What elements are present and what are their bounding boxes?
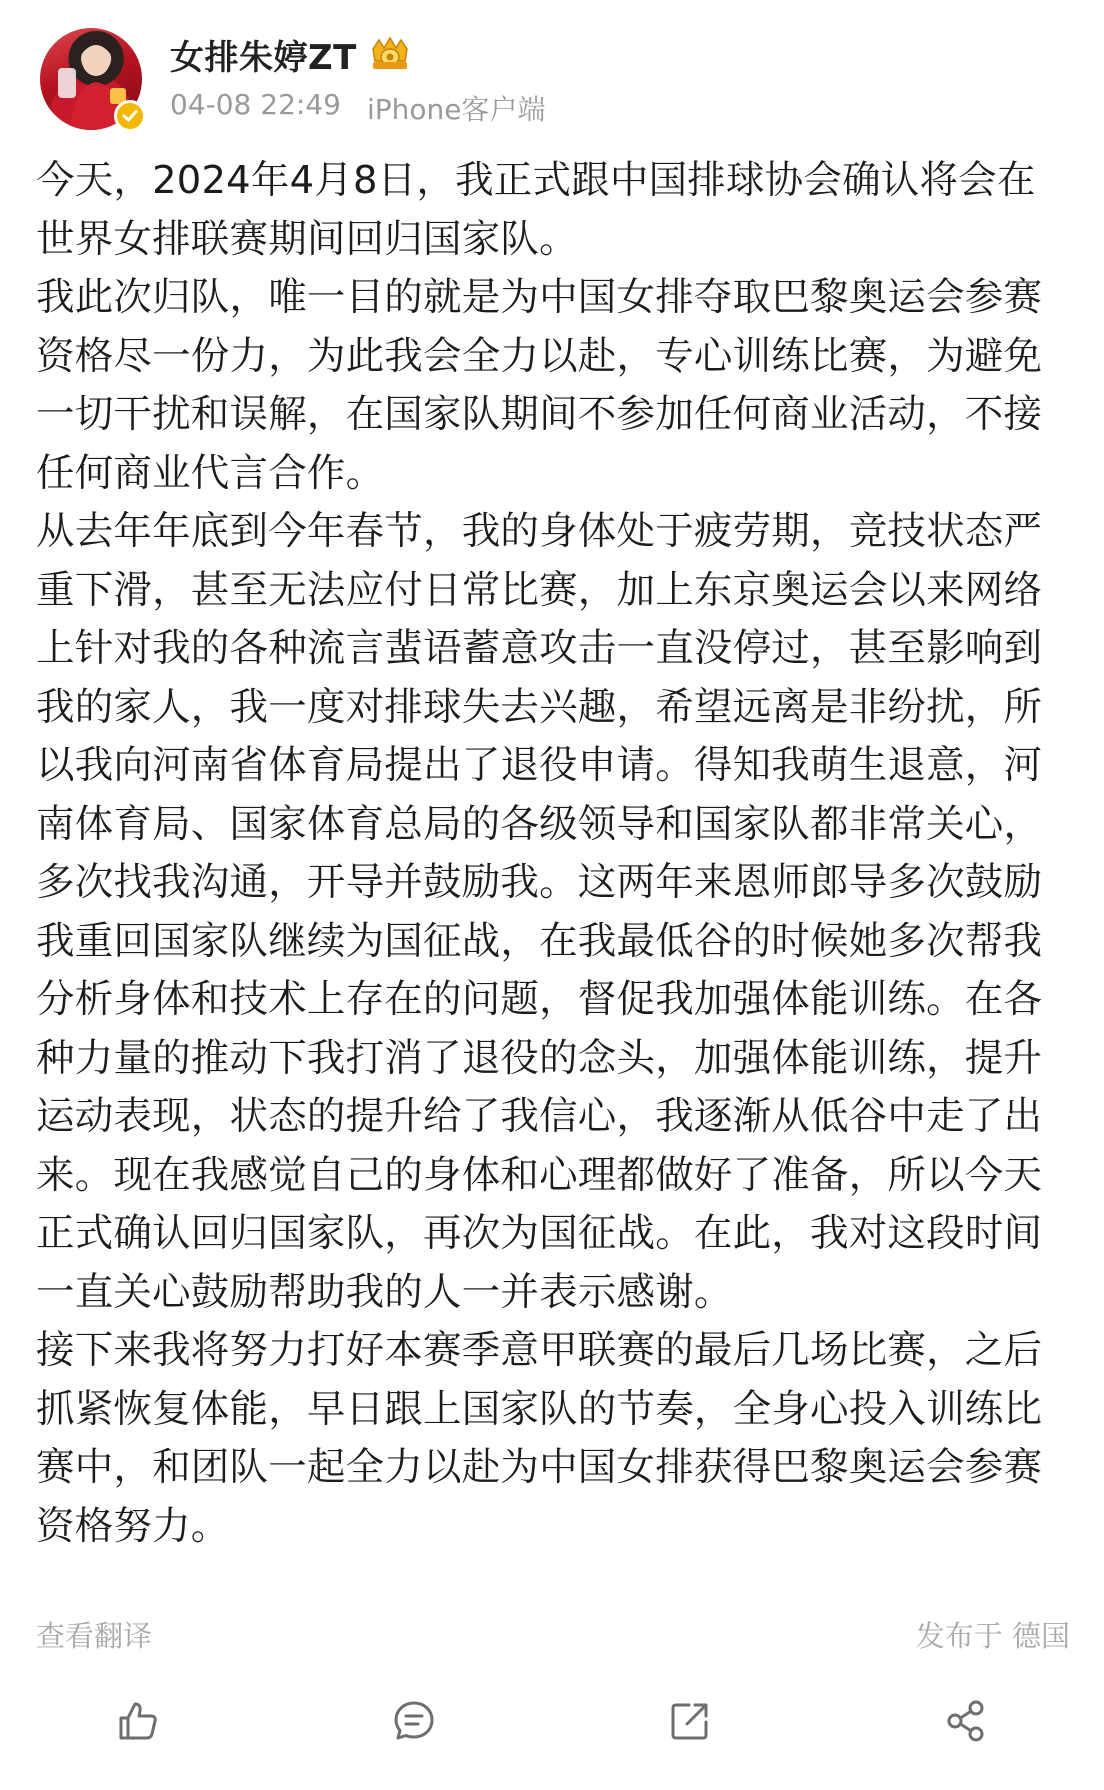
post-source: iPhone客户端 [366, 93, 546, 126]
post-location: 发布于 德国 [915, 1619, 1070, 1653]
verified-badge-icon [114, 100, 146, 132]
post-footer [36, 1614, 1070, 1655]
repost-button[interactable] [660, 1691, 720, 1751]
comment-button[interactable] [384, 1691, 444, 1751]
post-meta [170, 88, 545, 128]
thumbs-up-icon [115, 1698, 161, 1744]
avatar[interactable] [40, 28, 142, 130]
like-button[interactable] [108, 1691, 168, 1751]
author-row [170, 30, 413, 78]
post-paragraph: 接下来我将努力打好本赛季意甲联赛的最后几场比赛，之后抓紧恢复体能，早日跟上国家队的节奏，全身心投入训练比赛中，和团队一起全力以赴为中国女排获得巴黎奥运会参赛资格努力。 [36, 1328, 1043, 1549]
post-paragraph: 今天，2024年4月8日，我正式跟中国排球协会确认将会在世界女排联赛期间回归国家队。 [36, 158, 1036, 262]
repost-icon [667, 1698, 713, 1744]
action-bar [0, 1686, 1104, 1756]
comment-icon [391, 1698, 437, 1744]
share-button[interactable] [936, 1691, 996, 1751]
share-icon [943, 1698, 989, 1744]
author-name[interactable]: 女排朱婷ZT [170, 37, 357, 78]
translate-link[interactable]: 查看翻译 [36, 1619, 153, 1653]
post-header [36, 22, 1076, 132]
post-time: 04-08 22:49 [170, 88, 341, 121]
post-content [36, 152, 1071, 1556]
post-paragraph: 我此次归队，唯一目的就是为中国女排夺取巴黎奥运会参赛资格尽一份力，为此我会全力以赴，专心训练比赛，为避免一切干扰和误解，在国家队期间不参加任何商业活动，不接任何商业代言合作。 [36, 275, 1043, 496]
post-paragraph: 从去年年底到今年春节，我的身体处于疲劳期，竞技状态严重下滑，甚至无法应付日常比赛，加上东京奥运会以来网络上针对我的各种流言蜚语蓄意攻击一直没停过，甚至影响到我的家人，我一度对排球失去兴趣，希望远离是非纷扰，所以我向河南省体育局提出了退役申请。得知我萌生退意，河南体育局、国家体育总局的各级领导和国家队都非常关心，多次找我沟通，开导并鼓励我。这两年来恩师郎导多次鼓励我重回国家队继续为国征战，在我最低谷的时候她多次帮我分析身体和技术上存在的问题，督促我加强体能训练。在各种力量的推动下我打消了退役的念头，加强体能训练，提升运动表现，状态的提升给了我信心，我逐渐从低谷中走了出来。现在我感觉自己的身体和心理都做好了准备，所以今天正式确认回归国家队，再次为国征战。在此，我对这段时间一直关心鼓励帮助我的人一并表示感谢。 [36, 509, 1043, 1315]
vip-crown-icon[interactable] [367, 35, 413, 73]
